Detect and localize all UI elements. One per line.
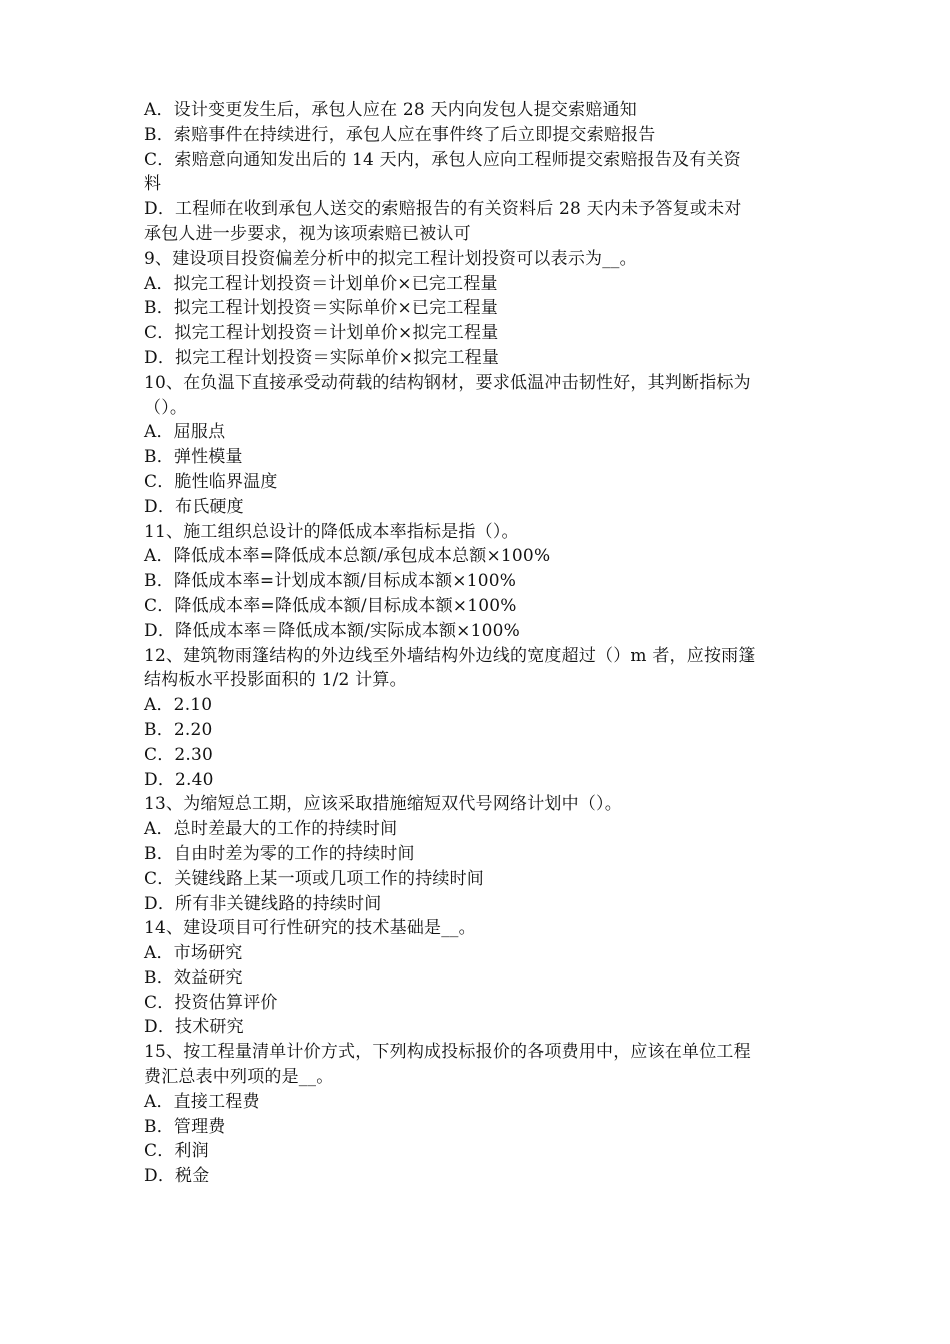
text-line: C．索赔意向通知发出后的 14 天内，承包人应向工程师提交索赔报告及有关资 xyxy=(144,149,741,170)
text-line: A．设计变更发生后，承包人应在 28 天内向发包人提交索赔通知 xyxy=(144,100,637,120)
text-line: B．效益研究 xyxy=(144,967,243,988)
text-line: 费汇总表中列项的是__。 xyxy=(144,1067,334,1088)
text-line: D．拟完工程计划投资＝实际单价×拟完工程量 xyxy=(144,347,500,368)
text-line: 料 xyxy=(144,174,162,195)
text-line: D．工程师在收到承包人送交的索赔报告的有关资料后 28 天内未予答复或未对 xyxy=(144,199,742,220)
text-line: A．直接工程费 xyxy=(144,1091,260,1112)
text-line: B．弹性模量 xyxy=(144,447,243,468)
text-line: D．技术研究 xyxy=(144,1017,244,1038)
text-line: 承包人进一步要求，视为该项索赔已被认可 xyxy=(144,223,471,244)
document-page xyxy=(144,98,824,1189)
text-line: D．所有非关键线路的持续时间 xyxy=(144,893,382,914)
text-line: A．市场研究 xyxy=(144,943,243,964)
text-line: B．索赔事件在持续进行，承包人应在事件终了后立即提交索赔报告 xyxy=(144,124,656,145)
question-11: 11、施工组织总设计的降低成本率指标是指（）。 xyxy=(144,521,519,542)
text-line: C．降低成本率=降低成本额/目标成本额×100% xyxy=(144,595,517,616)
text-line: C．关键线路上某一项或几项工作的持续时间 xyxy=(144,868,485,889)
text-line: B．降低成本率=计划成本额/目标成本额×100% xyxy=(144,571,517,592)
text-line: D．降低成本率＝降低成本额/实际成本额×100% xyxy=(144,620,521,641)
text-line: B．拟完工程计划投资＝实际单价×已完工程量 xyxy=(144,298,498,319)
text-line: C．投资估算评价 xyxy=(144,992,278,1013)
text-line: B．管理费 xyxy=(144,1116,226,1137)
question-14: 14、建设项目可行性研究的技术基础是__。 xyxy=(144,918,476,939)
text-line: （）。 xyxy=(144,397,188,418)
text-line: C．拟完工程计划投资＝计划单价×拟完工程量 xyxy=(144,323,499,344)
text-line: D．税金 xyxy=(144,1166,210,1187)
text-line: B．自由时差为零的工作的持续时间 xyxy=(144,843,415,864)
text-line: A．2.10 xyxy=(144,695,213,716)
text-line: B．2.20 xyxy=(144,719,213,740)
text-line: C．脆性临界温度 xyxy=(144,471,278,492)
question-13: 13、为缩短总工期，应该采取措施缩短双代号网络计划中（）。 xyxy=(144,794,622,815)
question-9: 9、建设项目投资偏差分析中的拟完工程计划投资可以表示为__。 xyxy=(144,248,637,269)
question-12: 12、建筑物雨篷结构的外边线至外墙结构外边线的宽度超过（）m 者，应按雨篷 xyxy=(144,645,756,666)
text-line: A．屈服点 xyxy=(144,422,226,443)
text-line: A．总时差最大的工作的持续时间 xyxy=(144,819,398,840)
question-10: 10、在负温下直接承受动荷载的结构钢材，要求低温冲击韧性好，其判断指标为 xyxy=(144,372,751,393)
text-line: D．2.40 xyxy=(144,769,214,790)
text-line: A．降低成本率=降低成本总额/承包成本总额×100% xyxy=(144,546,551,567)
text-line: A．拟完工程计划投资＝计划单价×已完工程量 xyxy=(144,273,498,294)
text-line: C．2.30 xyxy=(144,744,214,765)
text-line: D．布氏硬度 xyxy=(144,496,244,517)
question-15: 15、按工程量清单计价方式，下列构成投标报价的各项费用中，应该在单位工程 xyxy=(144,1042,751,1063)
text-line: 结构板水平投影面积的 1/2 计算。 xyxy=(144,670,407,691)
text-line: C．利润 xyxy=(144,1141,209,1162)
